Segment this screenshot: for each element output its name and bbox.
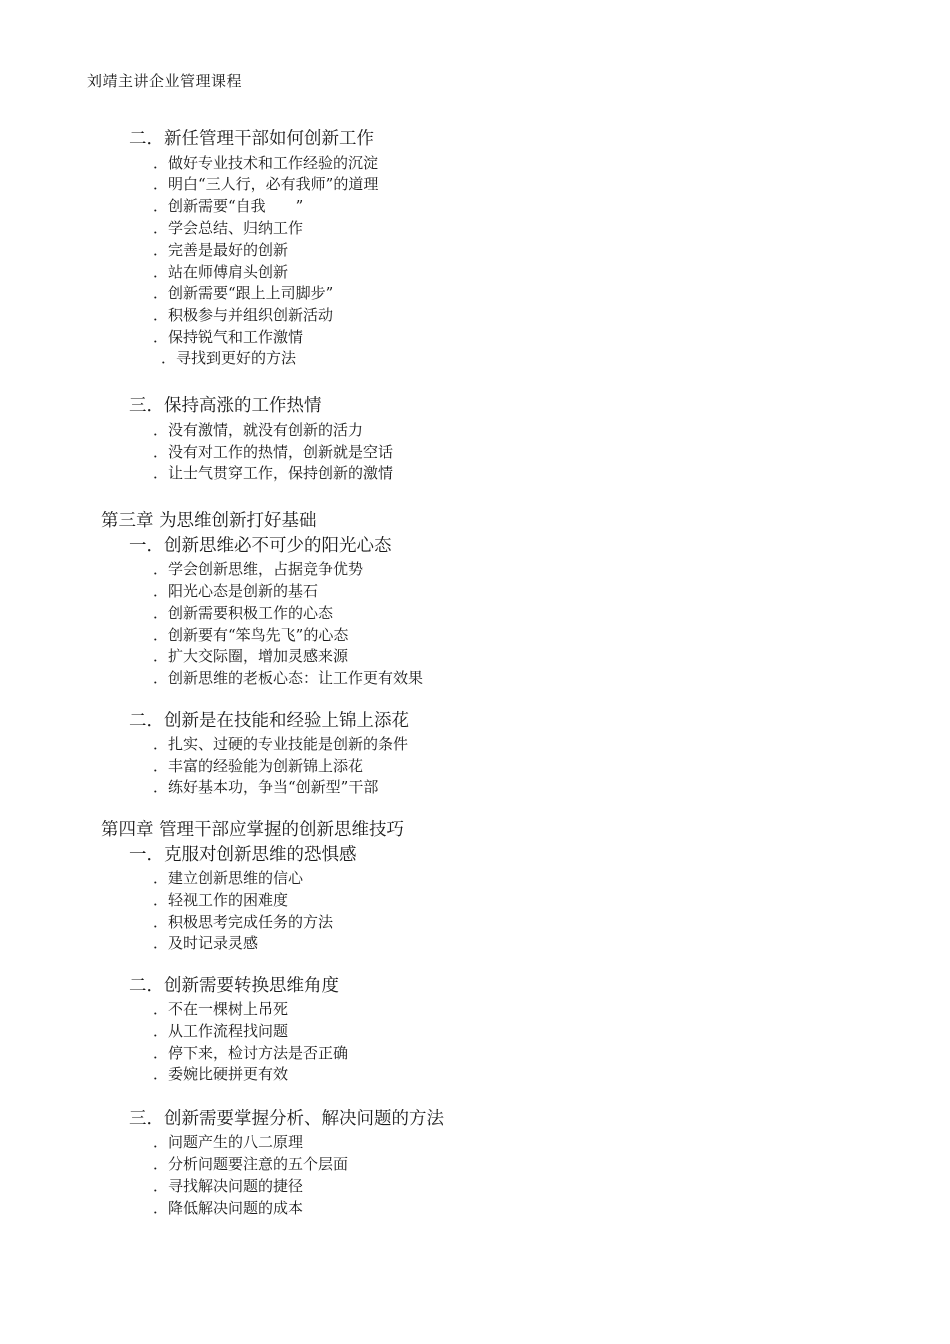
outline-item: ．练好基本功，争当“创新型”干部 [153,778,379,796]
outline-item: ．积极思考完成任务的方法 [153,913,334,931]
outline-item: ．不在一棵树上吊死 [153,1000,289,1018]
outline-item: ．创新需要“自我 ” [153,197,304,215]
outline-item: ．停下来，检讨方法是否正确 [153,1044,349,1062]
outline-item: ．创新需要“跟上上司脚步” [153,284,334,302]
outline-item: ．创新思维的老板心态：让工作更有效果 [153,669,424,687]
section-heading: 三．保持高涨的工作热情 [129,396,322,416]
outline-item: ．明白“三人行，必有我师”的道理 [153,175,379,193]
outline-item: ．问题产生的八二原理 [153,1133,304,1151]
outline-item: ．寻找解决问题的捷径 [153,1177,304,1195]
outline-item: ．及时记录灵感 [153,934,259,952]
outline-item: ．分析问题要注意的五个层面 [153,1155,349,1173]
chapter-heading: 第三章 为思维创新打好基础 [101,511,317,531]
outline-item: ．降低解决问题的成本 [153,1199,304,1217]
outline-item: ．建立创新思维的信心 [153,869,304,887]
chapter-heading: 第四章 管理干部应掌握的创新思维技巧 [101,820,405,840]
outline-item: ．轻视工作的困难度 [153,891,289,909]
outline-item: ．委婉比硬拼更有效 [153,1065,289,1083]
outline-item: ．保持锐气和工作激情 [153,328,304,346]
outline-item: ．丰富的经验能为创新锦上添花 [153,757,364,775]
outline-item: ．创新需要积极工作的心态 [153,604,334,622]
outline-item: ．扎实、过硬的专业技能是创新的条件 [153,735,409,753]
outline-item: ．学会创新思维，占据竞争优势 [153,560,364,578]
outline-item: ．学会总结、归纳工作 [153,219,304,237]
outline-item: ．让士气贯穿工作，保持创新的激情 [153,464,394,482]
outline-item: ．站在师傅肩头创新 [153,263,289,281]
section-heading: 二．创新需要转换思维角度 [129,976,339,996]
outline-item: ．没有激情，就没有创新的活力 [153,421,364,439]
outline-item: ．积极参与并组织创新活动 [153,306,334,324]
outline-item: ．没有对工作的热情，创新就是空话 [153,443,394,461]
outline-item: ．寻找到更好的方法 [161,349,297,367]
document-header: 刘靖主讲企业管理课程 [87,72,243,90]
section-heading: 一．克服对创新思维的恐惧感 [129,845,357,865]
outline-item: ．扩大交际圈，增加灵感来源 [153,647,349,665]
outline-item: ．做好专业技术和工作经验的沉淀 [153,154,379,172]
outline-item: ．完善是最好的创新 [153,241,289,259]
outline-item: ．阳光心态是创新的基石 [153,582,319,600]
section-heading: 二．新任管理干部如何创新工作 [129,129,374,149]
outline-item: ．从工作流程找问题 [153,1022,289,1040]
outline-item: ．创新要有“笨鸟先飞”的心态 [153,626,349,644]
section-heading: 二．创新是在技能和经验上锦上添花 [129,711,409,731]
section-heading: 一．创新思维必不可少的阳光心态 [129,536,392,556]
section-heading: 三．创新需要掌握分析、解决问题的方法 [129,1109,444,1129]
